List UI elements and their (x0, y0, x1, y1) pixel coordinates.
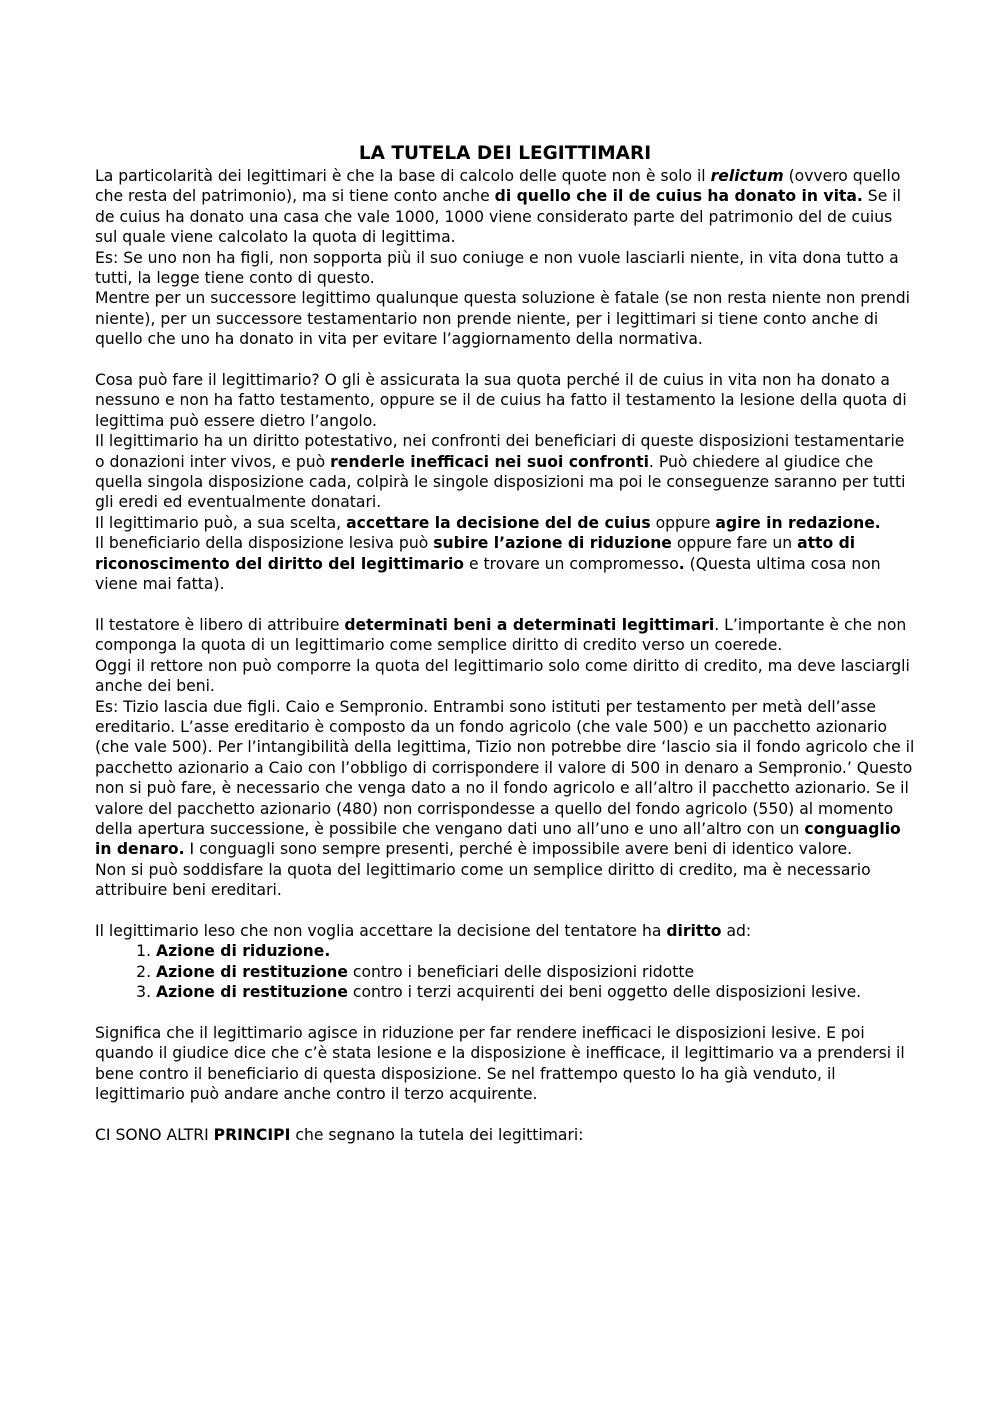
document-page (95, 143, 915, 1145)
text-run: Il legittimario ha un diritto potestativo, nei confronti dei beneficiari di queste disposizioni testamentarie o donazioni inter vivos, e può (95, 432, 905, 471)
paragraph-potestative-right (95, 431, 915, 513)
text-run: ad: (721, 921, 752, 940)
text-run: Il testatore è libero di attribuire (95, 615, 345, 634)
text-run: oppure (650, 513, 716, 532)
text-run: oppure fare un (671, 534, 798, 553)
bold-run: agire in redazione. (715, 513, 881, 532)
text-run: Il legittimario leso che non voglia accettare la decisione del tentatore ha (95, 921, 667, 940)
bold-run: atto di riconoscimento del diritto del legittimario (95, 534, 856, 573)
bold-run: di quello che il de cuius ha donato in vita. (494, 187, 863, 206)
bold-run: Azione di riduzione. (156, 942, 331, 961)
list-item (156, 982, 915, 1002)
bold-run: . (678, 554, 685, 573)
bold-run: conguaglio in denaro. (95, 819, 901, 859)
text-run: . L’importante è che non componga la quota di un legittimario come semplice diritto di credito verso un coerede. (95, 615, 907, 655)
bold-run: diritto (666, 921, 722, 940)
text-run: contro i beneficiari delle disposizioni ridotte (347, 962, 695, 981)
bold-run: renderle inefficaci nei suoi confronti (330, 452, 649, 471)
text-run: (Questa ultima cosa non viene mai fatta). (95, 554, 881, 594)
spacer (95, 1003, 915, 1023)
spacer (95, 350, 915, 370)
text-run: (ovvero quello che resta del patrimonio), ma si tiene conto anche (95, 167, 901, 206)
list-item (156, 962, 915, 982)
bold-run: determinati beni a determinati legittimari (344, 615, 715, 634)
text-run: CI SONO ALTRI (95, 1126, 214, 1145)
rights-list (95, 941, 915, 1002)
text-run: che segnano la tutela dei legittimari: (290, 1126, 584, 1145)
paragraph-rettore: Oggi il rettore non può comporre la quota del legittimario solo come diritto di credito, ma deve lasciargli anche dei beni. (95, 656, 910, 696)
text-run: contro i terzi acquirenti dei beni oggetto delle disposizioni lesive. (347, 983, 862, 1002)
paragraph-credit-right: Non si può soddisfare la quota del legittimario come un semplice diritto di credito, ma è necessario attribuire beni ereditari. (95, 860, 871, 900)
text-run: Il legittimario può, a sua scelta, (95, 513, 347, 532)
spacer (95, 901, 915, 921)
document-title: LA TUTELA DEI LEGITTIMARI (358, 143, 652, 164)
paragraph-example-spouse: Es: Se uno non ha figli, non sopporta più il suo coniuge e non vuole lasciarli niente, in vita dona tutto a tutti, la legge tiene conto di questo. (95, 248, 899, 288)
text-run: Se il de cuius ha donato una casa che vale 1000, 1000 viene considerato parte del patrimonio del de cuius sul quale viene calcolato la quota di legittima. (95, 187, 901, 247)
text-run: Il beneficiario della disposizione lesiva può (95, 534, 434, 553)
spacer (95, 1105, 915, 1125)
text-run: La particolarità dei legittimari è che la base di calcolo delle quote non è solo il (95, 167, 711, 185)
paragraph-rights-intro (95, 921, 915, 941)
paragraph-successors: Mentre per un successore legittimo qualunque questa soluzione è fatale (se non resta niente non prendi niente), per un successore testamentario non prende niente, per i legittimari si tiene conto anche di quello che uno ha donato in vita per evitare l’aggiornamento della normativa. (95, 289, 910, 349)
paragraph-meaning: Significa che il legittimario agisce in riduzione per far rendere inefficaci le disposizioni lesive. E poi quando il giudice dice che c’è stata lesione e la disposizione è inefficace, il legittimario va a prendersi il bene contro il beneficiario di questa disposizione. Se nel frattempo questo lo ha già venduto, il legittimario può andare anche contro il terzo acquirente. (95, 1024, 905, 1104)
bold-run: accettare la decisione del de cuius (346, 513, 651, 532)
paragraph-beneficiary (95, 533, 915, 594)
paragraph-what-can-do: Cosa può fare il legittimario? O gli è assicurata la sua quota perché il de cuius in vita non ha donato a nessuno e non ha fatto testamento, oppure se il de cuius ha fatto il testamento la lesione della quota di legittima può essere dietro l’angolo. (95, 371, 907, 430)
paragraph-principles (95, 1125, 915, 1145)
paragraph-example-tizio (95, 697, 915, 860)
text-run: Es: Tizio lascia due figli. Caio e Sempronio. Entrambi sono istituti per testamento per metà dell’asse ereditario. L’asse ereditario è composto da un fondo agricolo (che vale 500) e un pacchetto azionario (che vale 500). Per l’intangibilità della legittima, Tizio non potrebbe dire ‘lascio sia il fondo agricolo che il pacchetto azionario a Caio con l’obbligo di corrispondere il valore di 500 in denaro a Sempronio.’ Questo non si può fare, è necessario che venga dato a no il fondo agricolo e all’altro il pacchetto azionario. Se il valore del pacchetto azionario (480) non corrispondesse a quello del fondo agricolo (550) al momento della apertura successione, è possibile che vengano dati uno all’uno e uno all’altro con un (95, 697, 915, 838)
text-run: I conguagli sono sempre presenti, perché è impossibile avere beni di identico valore. (184, 840, 853, 859)
text-run: e trovare un compromesso (464, 554, 679, 573)
bold-run: PRINCIPI (213, 1126, 291, 1145)
spacer (95, 595, 915, 615)
paragraph-testator-free (95, 615, 915, 656)
paragraph-choice (95, 513, 915, 533)
list-item (156, 941, 915, 961)
bold-run: subire l’azione di riduzione (433, 534, 672, 553)
bold-run: Azione di restituzione (156, 983, 348, 1002)
emphasis-relictum: relictum (710, 167, 784, 185)
bold-run: Azione di restituzione (156, 962, 348, 981)
paragraph-relictum (95, 166, 915, 248)
text-run: . Può chiedere al giudice che quella singola disposizione cada, colpirà le singole disposizioni ma poi le conseguenze saranno per tutti gli eredi ed eventualmente donatari. (95, 452, 906, 512)
